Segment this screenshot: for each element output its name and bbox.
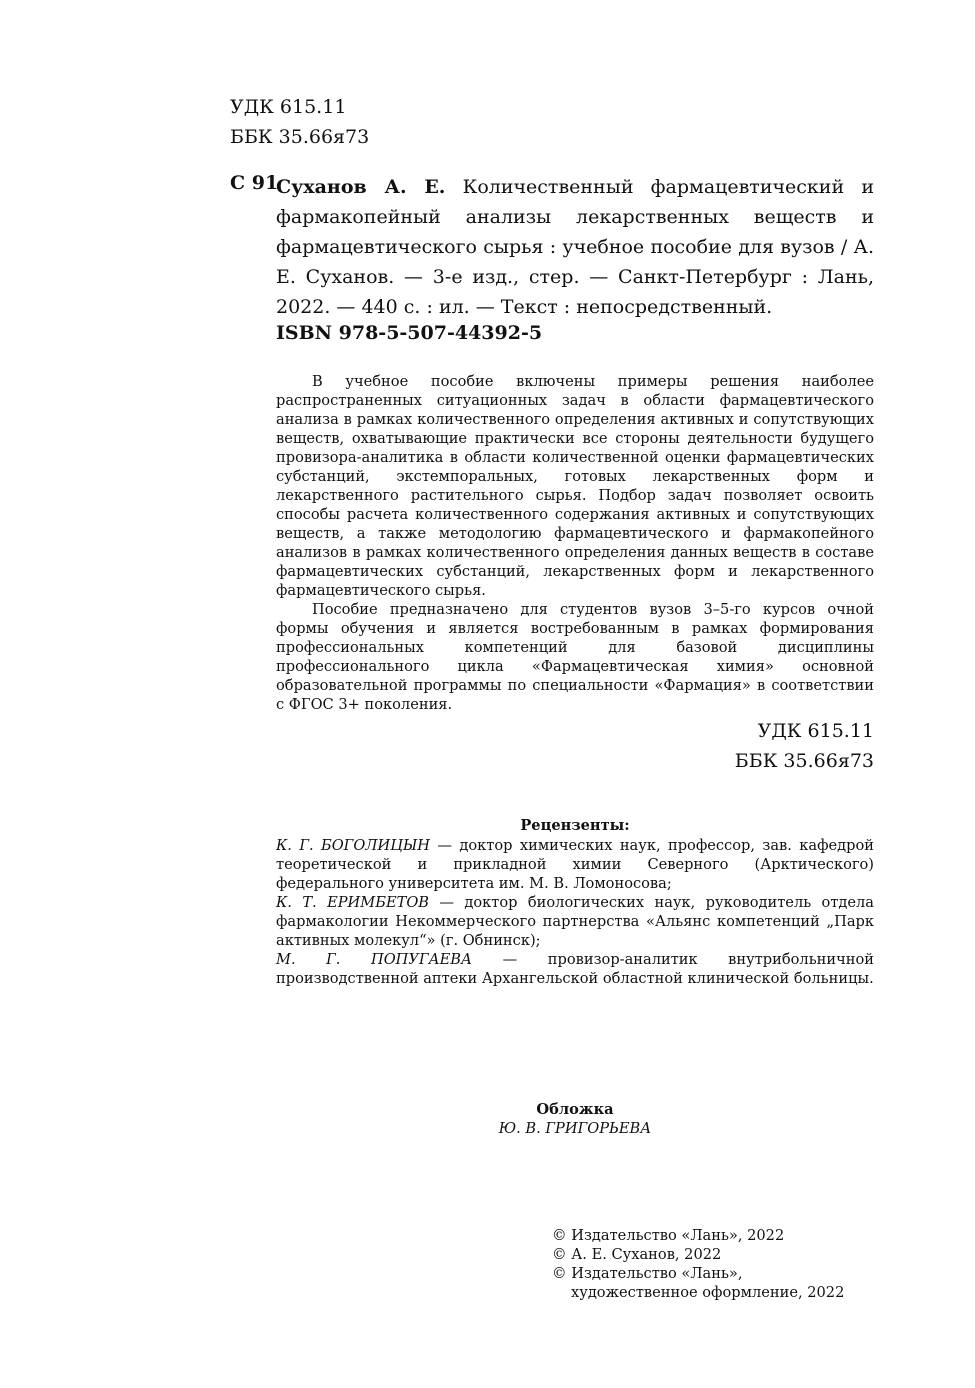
cover-designer: Ю. В. ГРИГОРЬЕВА — [498, 1120, 652, 1137]
reviewer-description: — доктор биологических наук, руководитель отдела фармакологии Некоммерческого партнерства «Альянс компетенций „Парк активных молекул“» (г. Обнинск); — [276, 894, 874, 949]
reviewer-entry — [276, 950, 874, 988]
copyright-line: художественное оформление, 2022 — [571, 1284, 845, 1301]
copyright-line: © А. Е. Суханов, 2022 — [552, 1246, 722, 1263]
reviewer-description: — доктор химических наук, профессор, зав. кафедрой теоретической и прикладной химии Северного (Арктического) федерального университета им. М. В. Ломоносова; — [276, 837, 874, 892]
bibliographic-description: Количественный фармацевтический и фармакопейный анализы лекарственных веществ и фармацевтического сырья : учебное пособие для вузов / А. Е. Суханов. — 3-е изд., стер. — Санкт-Петербург : Лань, 2022. — 440 с. : ил. — Текст : непосредственный. — [276, 176, 874, 318]
bibliographic-record — [276, 172, 874, 322]
abstract — [276, 372, 874, 714]
copyright-line: © Издательство «Лань», — [552, 1265, 743, 1282]
reviewers-section — [276, 816, 874, 988]
header-classification-codes — [230, 92, 369, 152]
reviewer-entry — [276, 836, 874, 893]
reviewer-entry — [276, 893, 874, 950]
isbn: ISBN 978-5-507-44392-5 — [276, 322, 543, 344]
bbk-code: ББК 35.66я73 — [230, 126, 370, 148]
udk-code: УДК 615.11 — [757, 720, 874, 742]
author-mark: С 91 — [230, 172, 279, 194]
copyright-block — [552, 1226, 844, 1302]
reviewer-name: М. Г. ПОПУГАЕВА — [276, 951, 473, 968]
udk-code: УДК 615.11 — [230, 96, 347, 118]
reviewer-name: К. Т. ЕРИМБЕТОВ — [276, 894, 430, 911]
author-name: Суханов А. Е. — [276, 176, 446, 198]
reviewer-description: — провизор-аналитик внутрибольничной производственной аптеки Архангельской областной клинической больницы. — [276, 951, 874, 987]
reviewer-name: К. Г. БОГОЛИЦЫН — [276, 837, 431, 854]
bbk-code: ББК 35.66я73 — [734, 750, 874, 772]
cover-credit — [276, 1100, 874, 1138]
footer-classification-codes — [276, 716, 874, 776]
cover-heading: Обложка — [536, 1101, 614, 1118]
abstract-paragraph: Пособие предназначено для студентов вузов 3–5-го курсов очной формы обучения и является востребованным в рамках формирования профессиональных компетенций для базовой дисциплины профессионального цикла «Фармацевтическая химия» основной образовательной программы по специальности «Фармация» в соответствии с ФГОС 3+ поколения. — [276, 601, 874, 713]
abstract-paragraph: В учебное пособие включены примеры решения наиболее распространенных ситуационных задач в области фармацевтического анализа в рамках количественного определения активных и сопутствующих веществ, охватывающие практически все стороны деятельности будущего провизора-аналитика в области количественной оценки фармацевтических субстанций, экстемпоральных, готовых лекарственных форм и лекарственного растительного сырья. Подбор задач позволяет освоить способы расчета количественного содержания активных и сопутствующих веществ, а также методологию фармацевтического и фармакопейного анализов в рамках количественного определения данных веществ в составе фармацевтических субстанций, лекарственных форм и лекарственного фармацевтического сырья. — [276, 373, 874, 599]
reviewers-heading: Рецензенты: — [520, 817, 630, 834]
copyright-line: © Издательство «Лань», 2022 — [552, 1227, 785, 1244]
